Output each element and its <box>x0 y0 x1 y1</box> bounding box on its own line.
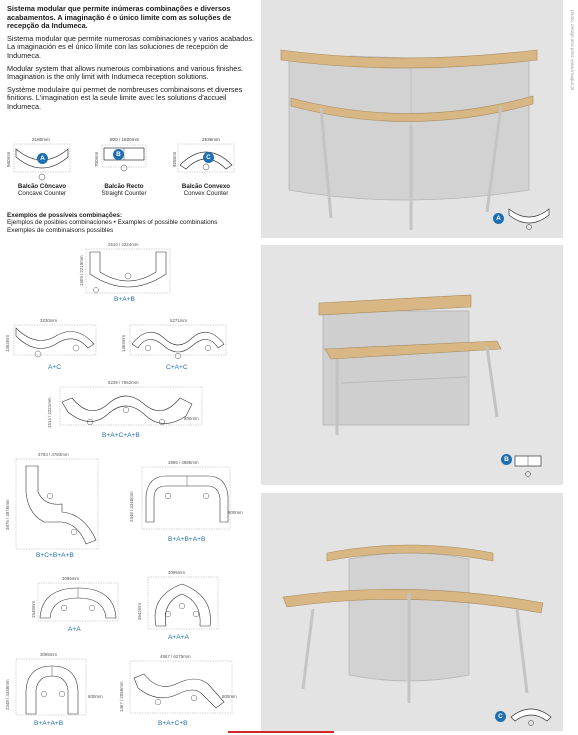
counter-depth-dim: 940mm <box>6 151 11 167</box>
combo-plan <box>4 318 100 364</box>
counter-concave <box>2 137 82 207</box>
counter-concave-label: Balcão Côncavo Concave Counter <box>17 183 67 198</box>
intro-pt: Sistema modular que permite inúmeras combinações e diversos acabamentos. A imaginação é o único limite com as soluções de recepção da Indumeca. <box>7 4 232 31</box>
concave-counter-thumbnail-icon <box>507 205 551 231</box>
counter-modules <box>0 137 258 207</box>
combo-b-a-c-a-b: 6239 / 7952mm 1514 / 2221mm 800mm B+A+C+A+B <box>46 380 206 442</box>
counter-convex <box>166 137 246 207</box>
combo-plan <box>128 460 240 536</box>
combo-b-c-b-a-b: 3783 / 4783mm 3876 / 4876mm B+C+B+A+B <box>4 452 104 562</box>
intro-text <box>7 5 257 116</box>
combo-a-c: 3230mm 1363mm A+C <box>4 318 100 376</box>
combo-label: A+A+A <box>168 634 189 641</box>
combo-b-a-c-b: 4867 / 6275mm 1467 / 2058mm 800mm B+A+C+B <box>118 654 240 730</box>
photo-badge-c-icon: C <box>495 711 506 722</box>
combo-label: A+A <box>68 626 81 633</box>
footer-accent-line <box>228 731 334 733</box>
photo-convex-counter <box>261 493 563 731</box>
photo-straight-counter <box>261 245 563 485</box>
intro-fr: Système modulaire qui permet de nombreuses combinaisons et diverses finitions. L'imagination est la seule limite avec les solutions d'accueil Indumeca. <box>7 84 243 111</box>
combo-label: B+A+C+A+B <box>102 432 140 439</box>
counter-straight-label: Balcão Recto Straight Counter <box>101 183 147 198</box>
counter-convex-label: Balcão Convexo Convex Counter <box>181 183 231 198</box>
counter-straight <box>84 137 164 207</box>
combo-label: A+C <box>48 364 62 371</box>
combo-plan <box>78 242 178 298</box>
examples-heading: Exemplos de possíveis combinações: Ejemplos de posibles combinaciones • Examples of possible combinations Exemples de combinaisons possibles <box>7 212 218 234</box>
badge-a-icon: A <box>37 153 48 164</box>
combo-b-a-b-a-b: 3895 / 4895mm 2348 / 3348mm 800mm B+A+B+A+B <box>129 460 243 543</box>
combo-label: B+C+B+A+B <box>36 552 74 559</box>
combo-label: B+A+B <box>114 296 135 303</box>
counter-width-dim: 2180mm <box>32 137 50 142</box>
combo-plan <box>30 576 122 628</box>
combo-plan <box>120 318 230 364</box>
photo-badge-b-icon: B <box>501 454 512 465</box>
combo-plan <box>4 452 104 552</box>
straight-counter-illustration <box>261 245 563 485</box>
combo-plan <box>4 652 104 720</box>
combo-label: C+A+C <box>166 364 188 371</box>
counter-depth-dim: 700mm <box>94 151 99 167</box>
combo-label: B+A+B+A+B <box>168 536 206 543</box>
photo-concave-counter <box>261 0 563 238</box>
combo-label: B+A+C+B <box>158 720 188 727</box>
combo-plan <box>118 654 240 720</box>
badge-c-icon: C <box>203 152 214 163</box>
counter-width-dim: 800 / 1600mm <box>110 137 140 142</box>
counter-width-dim: 2536mm <box>202 137 220 142</box>
convex-counter-thumbnail-icon <box>509 701 553 729</box>
combo-b-a-a-b: 3095mm 2348 / 3348mm 800mm B+A+A+B <box>5 652 103 727</box>
intro-es: Sistema modular que permite numerosas combinaciones y varios acabados. La imaginación es el único límite con las soluciones de recepción de Indumeca. <box>7 33 255 60</box>
convex-counter-illustration <box>261 493 563 731</box>
combo-a-a-a: 3095mm 3642mm A+A+A <box>136 570 226 644</box>
combo-a-a: 3095mm 1548mm A+A <box>30 576 122 638</box>
combo-plan <box>136 570 226 634</box>
intro-en: Modular system that allows numerous combinations and various finishes. Imagination is the only limit with Indumeca reception solutions. <box>7 63 244 82</box>
counter-depth-dim: 928mm <box>172 151 177 167</box>
combo-label: B+A+A+B <box>34 720 64 727</box>
badge-b-icon: B <box>113 149 124 160</box>
straight-counter-thumbnail-icon <box>513 452 543 480</box>
combo-b-a-b: 2510 / 4224mm 1509 / 2219mm B+A+B <box>78 242 178 304</box>
concave-counter-illustration <box>261 0 563 238</box>
photo-badge-a-icon: A <box>493 213 504 224</box>
combo-plan <box>46 380 206 432</box>
photo-credit: photo, design and print: www.imagus.pt <box>570 10 575 91</box>
combo-c-a-c: 5271mm 1363mm C+A+C <box>120 318 230 376</box>
